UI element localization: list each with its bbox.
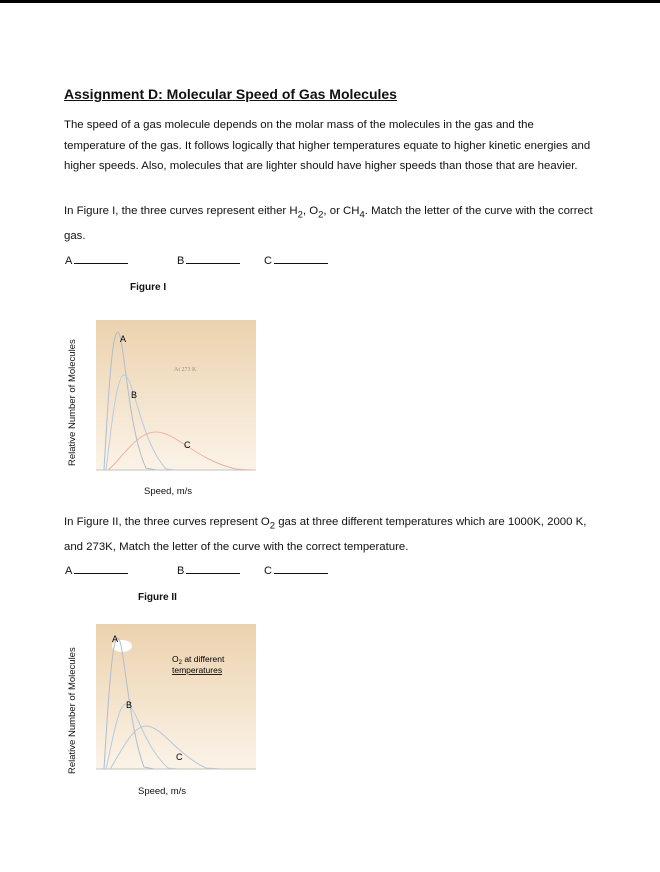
- figure-2-caption: Figure II: [138, 592, 177, 603]
- figure-2-ylabel: Relative Number of Molecules: [67, 647, 78, 774]
- intro-paragraph: The speed of a gas molecule depends on the molar mass of the molecules in the gas and the temperature of the gas. It follows logically that higher temperatures equate to higher kinetic energies and higher speeds. Also, molecules that are lighter should have higher speeds than those that are heavier.: [64, 119, 591, 172]
- figure-1-plot: [96, 320, 256, 475]
- answer-blank-c[interactable]: C: [264, 254, 328, 267]
- question-2-text: In Figure II, the three curves represent $O_2$ gas at three different temperatures which are 1000K, 2000 K, and 273K, Match the letter of the curve with the correct temperature.: [64, 516, 587, 553]
- assignment-title: Assignment D: Molecular Speed of Gas Molecules: [64, 86, 397, 102]
- figure-2-xlabel: Speed, m/s: [138, 786, 187, 797]
- question-1-text: In Figure I, the three curves represent either $H_2$, $O_2$, or $CH_4$. Match the letter of the curve with the correct gas.: [64, 205, 593, 242]
- figure-2-plot: [96, 624, 256, 774]
- answer-blank-a[interactable]: A: [65, 254, 128, 267]
- figure-2-annotation-line2: temperatures: [172, 665, 223, 675]
- figure-1-xlabel: Speed, m/s: [144, 486, 193, 497]
- curve-a-label: A: [112, 634, 119, 644]
- figure-1-caption: Figure I: [130, 282, 167, 293]
- curve-c-label: C: [184, 440, 191, 450]
- curve-c-label: C: [176, 752, 183, 762]
- answer-blank-c-2[interactable]: C: [264, 564, 328, 577]
- curve-b-label: B: [126, 700, 133, 710]
- figure-2-annotation-line1: $O_2$ at different: [172, 654, 225, 666]
- figure-1-annotation: At 273 K: [174, 367, 197, 373]
- answer-blank-a-2[interactable]: A: [65, 564, 128, 577]
- figure-1-ylabel: Relative Number of Molecules: [67, 339, 78, 466]
- answer-blank-b-2[interactable]: B: [177, 564, 240, 577]
- curve-a-label: A: [120, 334, 127, 344]
- answer-blank-b[interactable]: B: [177, 254, 240, 267]
- curve-b-label: B: [131, 390, 138, 400]
